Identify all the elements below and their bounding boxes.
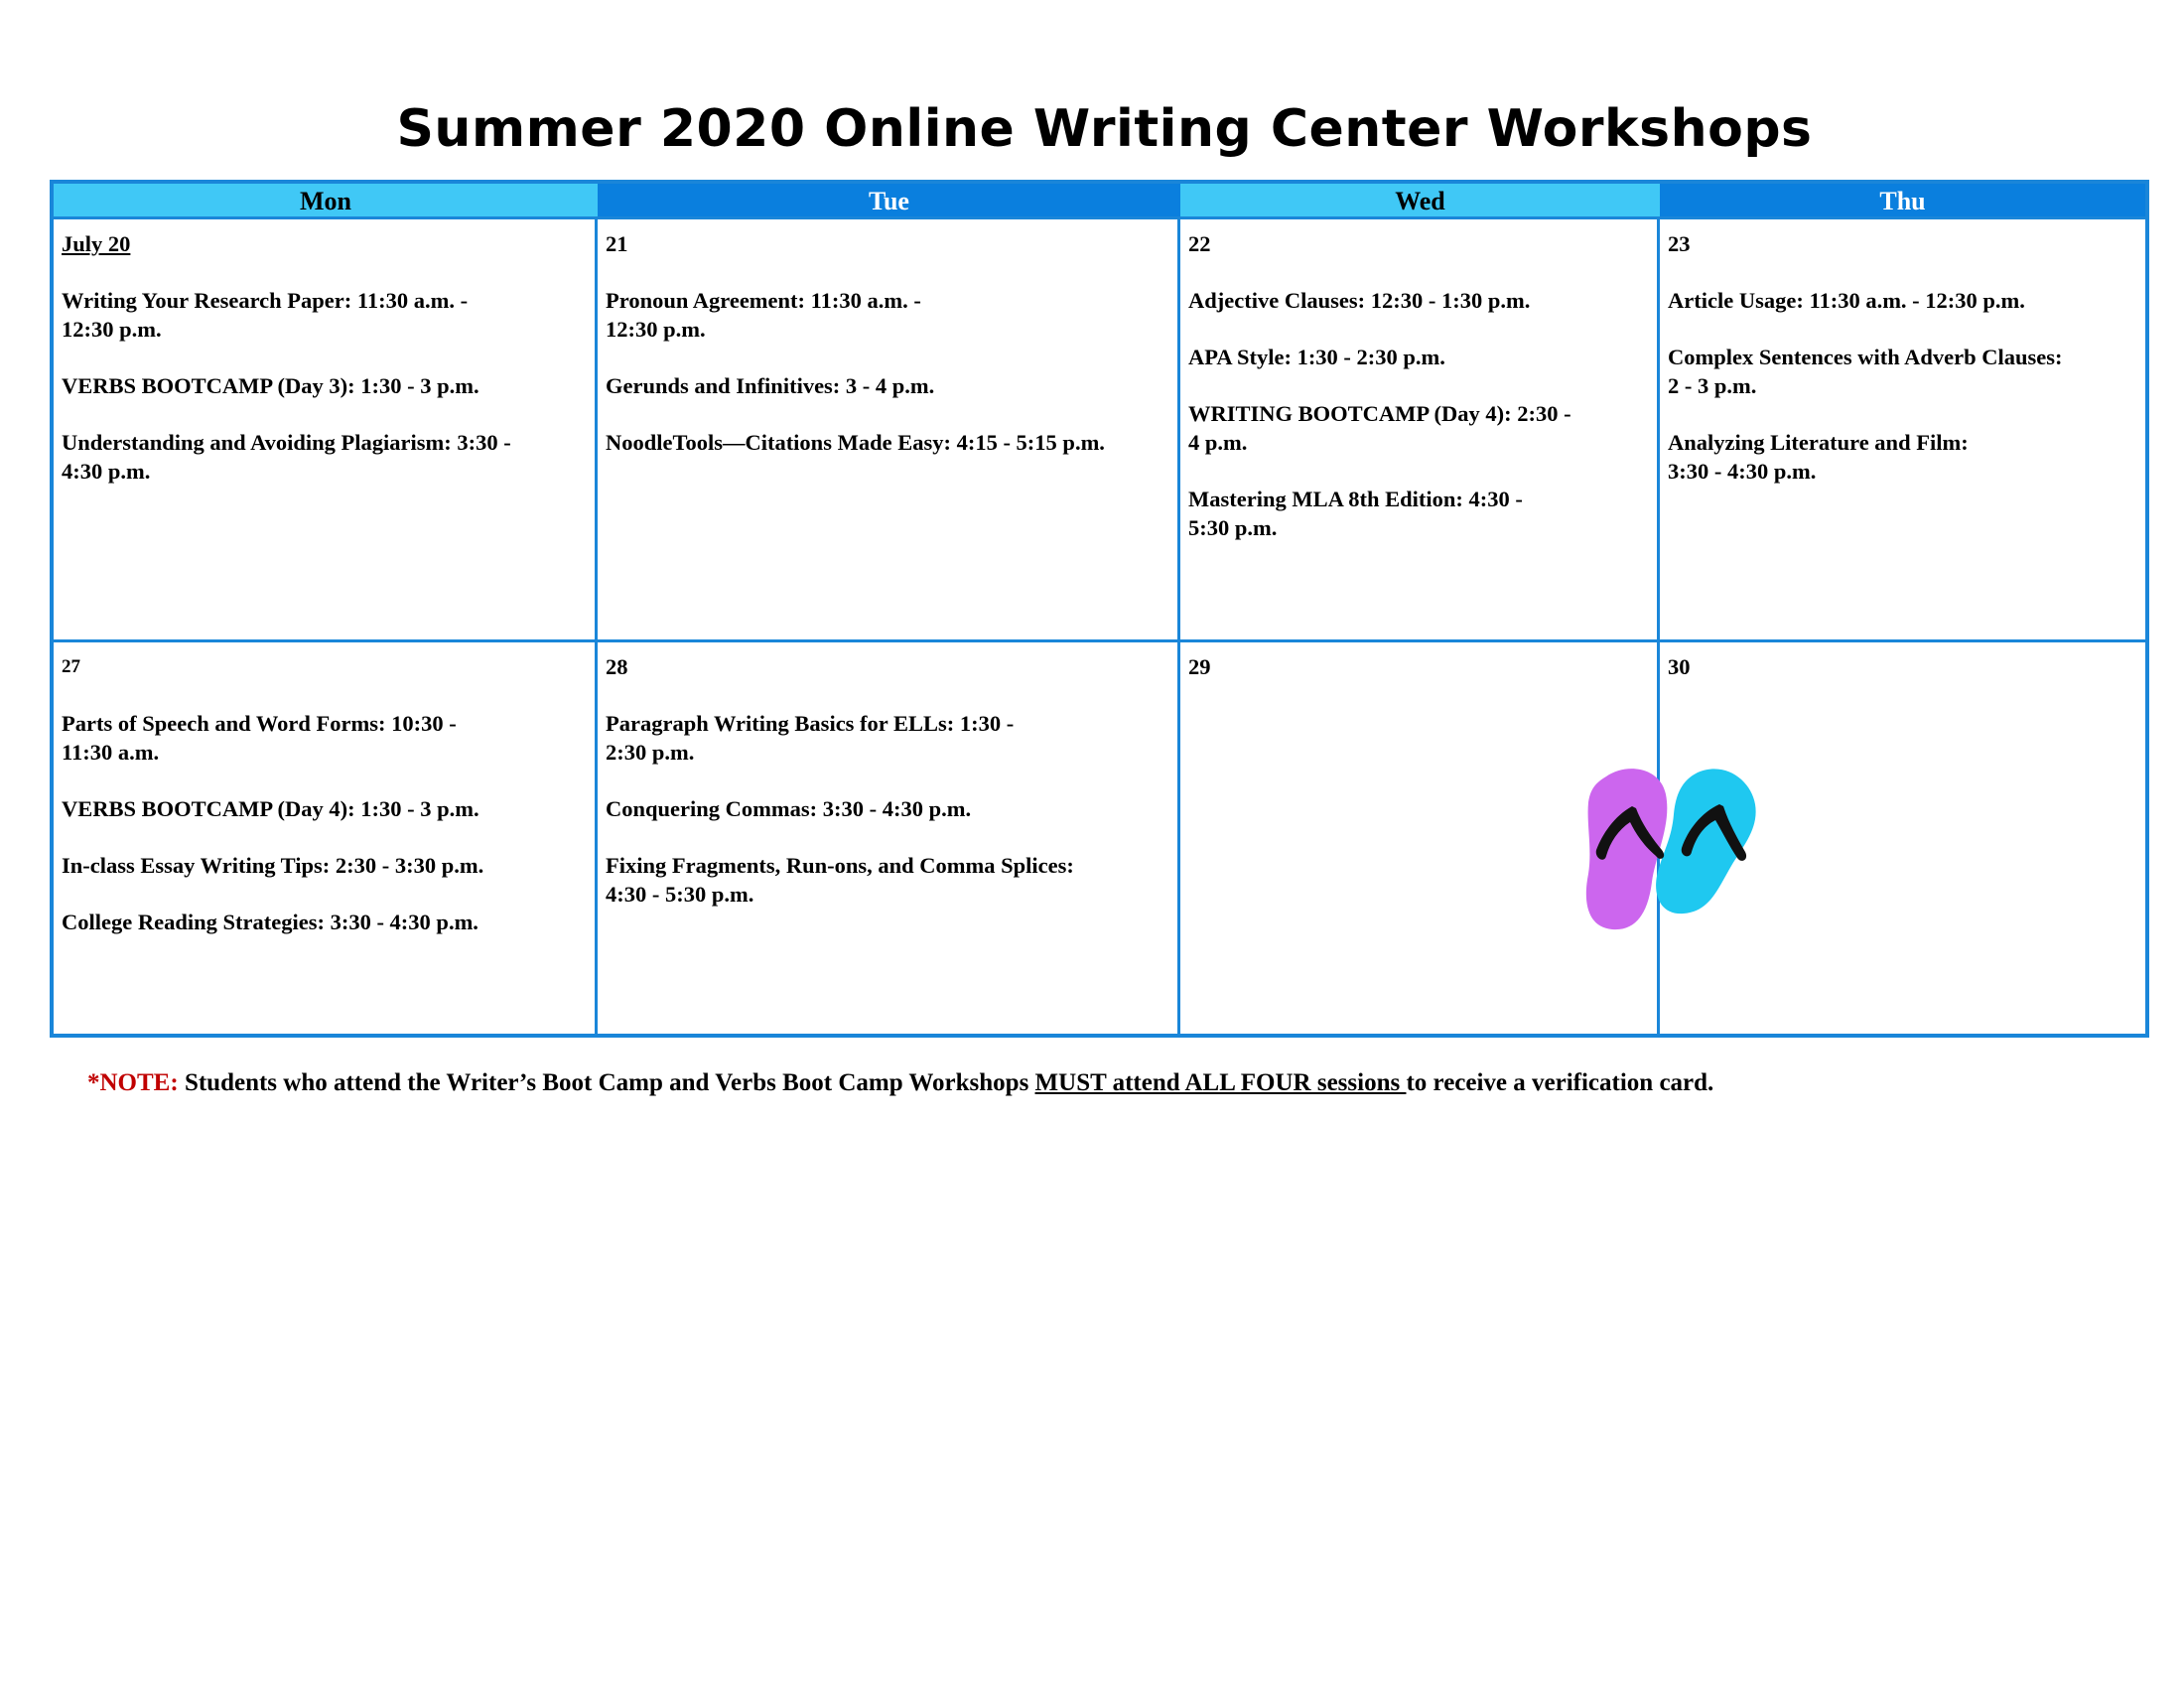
workshop-entry: NoodleTools—Citations Made Easy: 4:15 - 5:15 p.m. [606,430,1105,455]
workshop-entry: Gerunds and Infinitives: 3 - 4 p.m. [606,373,935,398]
day-header-wed: Wed [1180,184,1660,219]
day-header-mon: Mon [54,184,598,219]
date-label: July 20 [62,231,131,256]
workshop-entry: Pronoun Agreement: 11:30 a.m. - 12:30 p.m. [606,288,921,342]
workshop-entry: WRITING BOOTCAMP (Day 4): 2:30 - 4 p.m. [1188,401,1571,455]
workshop-entry: Paragraph Writing Basics for ELLs: 1:30 - 2:30 p.m. [606,711,1015,765]
date-label: 30 [1668,654,1691,679]
day-cell-22 [1180,219,1660,642]
day-cell-july-20 [54,219,598,642]
workshop-entry: Analyzing Literature and Film: 3:30 - 4:30 p.m. [1668,430,1969,484]
day-cell-28 [598,642,1180,1034]
workshop-entry: VERBS BOOTCAMP (Day 3): 1:30 - 3 p.m. [62,373,479,398]
workshop-entry: APA Style: 1:30 - 2:30 p.m. [1188,345,1445,369]
workshop-entry: Adjective Clauses: 12:30 - 1:30 p.m. [1188,288,1531,313]
workshop-calendar [50,180,2149,1038]
day-header-thu: Thu [1660,184,2145,219]
workshop-entry: College Reading Strategies: 3:30 - 4:30 p.m. [62,910,478,934]
note-text: Students who attend the Writer’s Boot Camp and Verbs Boot Camp Workshops [178,1069,1035,1096]
workshop-entry: VERBS BOOTCAMP (Day 4): 1:30 - 3 p.m. [62,796,479,821]
day-cell-21 [598,219,1180,642]
day-header-tue: Tue [598,184,1180,219]
workshop-entry: Writing Your Research Paper: 11:30 a.m. - 12:30 p.m. [62,288,469,342]
verification-note [87,1067,1713,1099]
note-emphasis: MUST attend ALL FOUR sessions [1034,1069,1407,1096]
workshop-entry: Parts of Speech and Word Forms: 10:30 - 11:30 a.m. [62,711,457,765]
date-label: 21 [606,231,628,256]
note-label: *NOTE: [87,1069,179,1096]
day-cell-27 [54,642,598,1034]
date-label: 22 [1188,231,1211,256]
date-label: 28 [606,654,628,679]
date-label: 23 [1668,231,1691,256]
flip-flops-icon [1549,755,1797,953]
workshop-entry: Fixing Fragments, Run-ons, and Comma Splices: 4:30 - 5:30 p.m. [606,853,1074,907]
note-text-end: to receive a verification card. [1406,1069,1714,1096]
workshop-entry: In-class Essay Writing Tips: 2:30 - 3:30 p.m. [62,853,484,878]
page-title: Summer 2020 Online Writing Center Workshops [396,99,1813,159]
day-cell-23 [1660,219,2145,642]
cyan-sandal-icon [1656,769,1756,914]
date-label: 27 [62,656,80,677]
workshop-entry: Understanding and Avoiding Plagiarism: 3:30 - 4:30 p.m. [62,430,511,484]
workshop-entry: Complex Sentences with Adverb Clauses: 2 - 3 p.m. [1668,345,2063,398]
workshop-entry: Mastering MLA 8th Edition: 4:30 - 5:30 p.m. [1188,487,1523,540]
date-label: 29 [1188,654,1211,679]
workshop-entry: Conquering Commas: 3:30 - 4:30 p.m. [606,796,972,821]
workshop-entry: Article Usage: 11:30 a.m. - 12:30 p.m. [1668,288,2025,313]
